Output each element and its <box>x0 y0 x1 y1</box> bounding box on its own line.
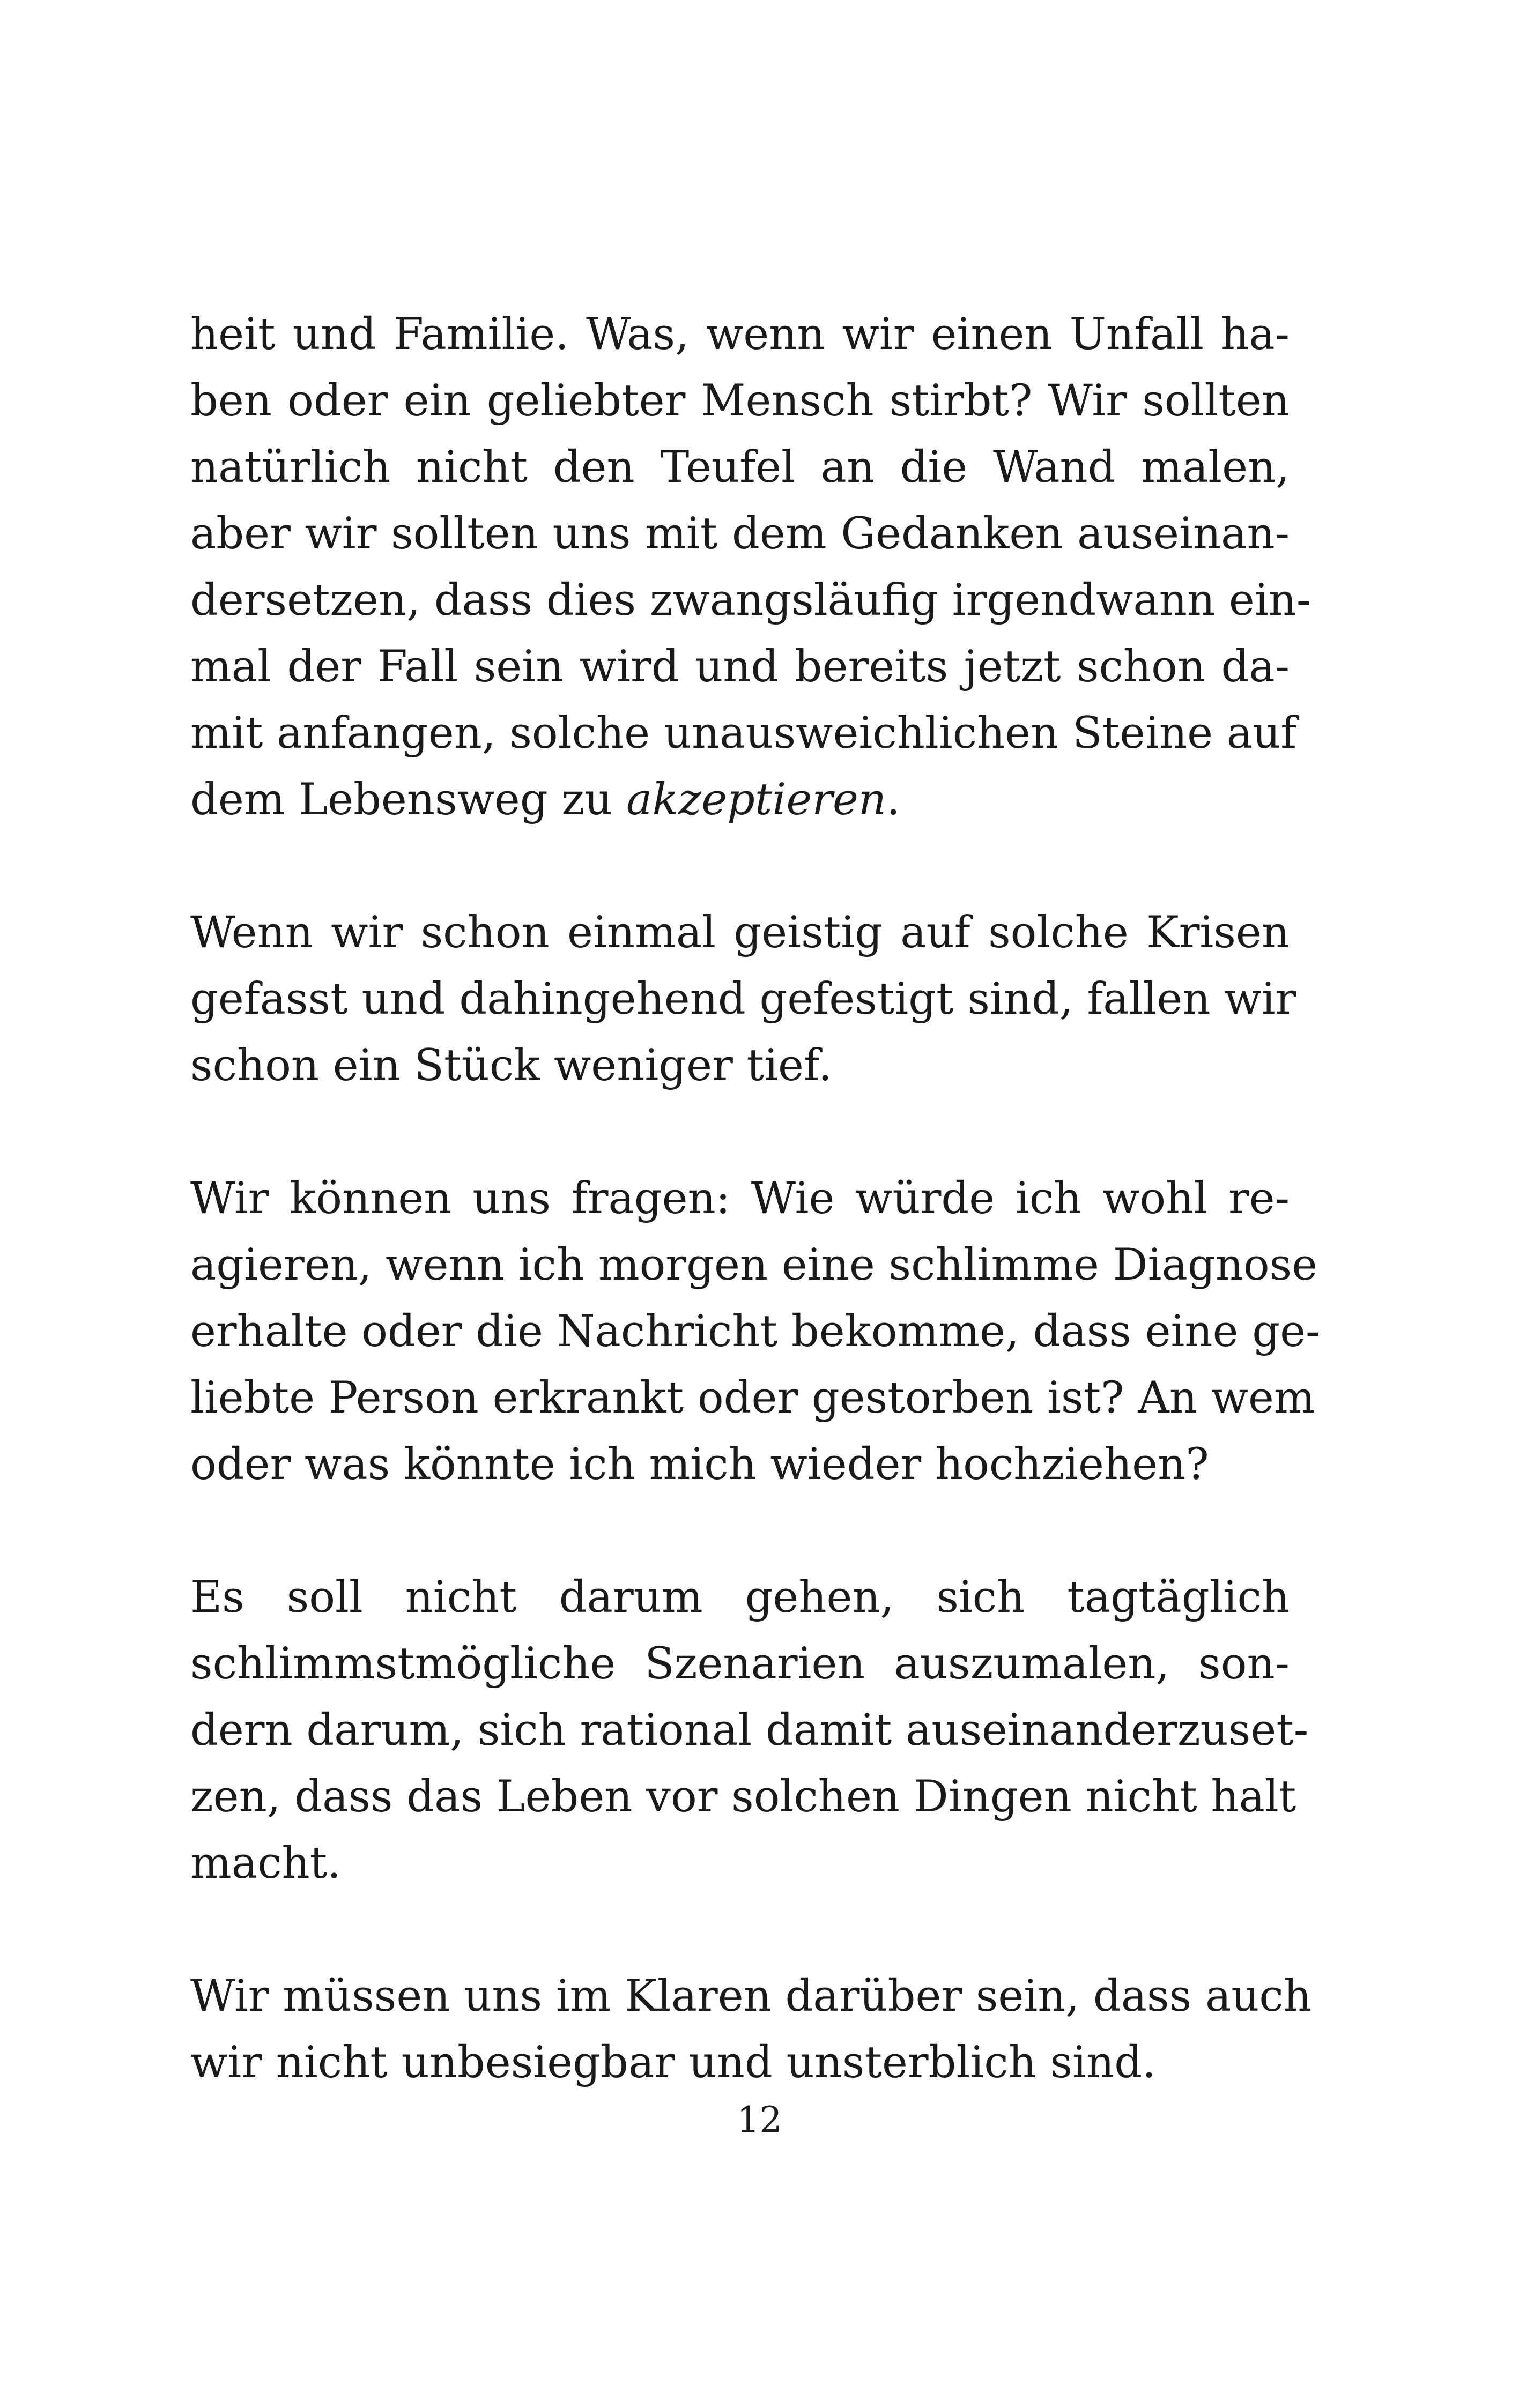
text-line: natürlich nicht den Teufel an die Wand malen, <box>190 442 1290 493</box>
text-line: macht. <box>190 1838 341 1889</box>
body-text <box>190 301 1321 2162</box>
paragraph-1 <box>190 301 1311 833</box>
text-line: schlimmstmögliche Szenarien auszumalen, son- <box>190 1639 1290 1689</box>
text-line: Wir müssen uns im Klaren darüber sein, dass auch <box>190 1971 1311 2021</box>
text-line: liebte Person erkrankt oder gestorben ist? An wem <box>190 1373 1315 1423</box>
text-line: wir nicht unbesiegbar und unsterblich sind. <box>190 2038 1156 2088</box>
paragraph-5 <box>190 1963 1311 2096</box>
text-line: Es soll nicht darum gehen, sich tagtäglich <box>190 1572 1290 1623</box>
text-segment: dem Lebensweg zu <box>190 775 627 825</box>
text-line: oder was könnte ich mich wieder hochziehen? <box>190 1439 1209 1490</box>
text-line <box>190 767 1290 833</box>
paragraph-4 <box>190 1564 1309 1897</box>
text-line: Wir können uns fragen: Wie würde ich wohl re- <box>190 1173 1290 1224</box>
text-line: gefasst und dahingehend gefestigt sind, fallen wir <box>190 974 1296 1024</box>
text-line: Wenn wir schon einmal geistig auf solche Krisen <box>190 908 1290 958</box>
text-line: ben oder ein geliebter Mensch stirbt? Wir sollten <box>190 376 1290 426</box>
page-number: 12 <box>737 2099 782 2141</box>
text-line: mal der Fall sein wird und bereits jetzt schon da- <box>190 642 1290 692</box>
text-line: mit anfangen, solche unausweichlichen Steine auf <box>190 708 1297 759</box>
text-line: aber wir sollten uns mit dem Gedanken auseinan- <box>190 509 1290 559</box>
text-line: erhalte oder die Nachricht bekomme, dass eine ge- <box>190 1306 1321 1357</box>
text-line: dersetzen, dass dies zwangsläufig irgendwann ein- <box>190 575 1311 626</box>
text-line: agieren, wenn ich morgen eine schlimme Diagnose <box>190 1240 1318 1290</box>
paragraph-3 <box>190 1165 1321 1498</box>
paragraph-2 <box>190 900 1296 1099</box>
text-line: zen, dass das Leben vor solchen Dingen nicht halt <box>190 1772 1296 1822</box>
text-line: dern darum, sich rational damit auseinanderzuset- <box>190 1705 1309 1756</box>
italic-word: akzeptieren <box>626 775 887 825</box>
text-line: heit und Familie. Was, wenn wir einen Unfall ha- <box>190 309 1290 360</box>
text-segment: . <box>886 775 900 825</box>
text-line: schon ein Stück weniger tief. <box>190 1041 832 1091</box>
